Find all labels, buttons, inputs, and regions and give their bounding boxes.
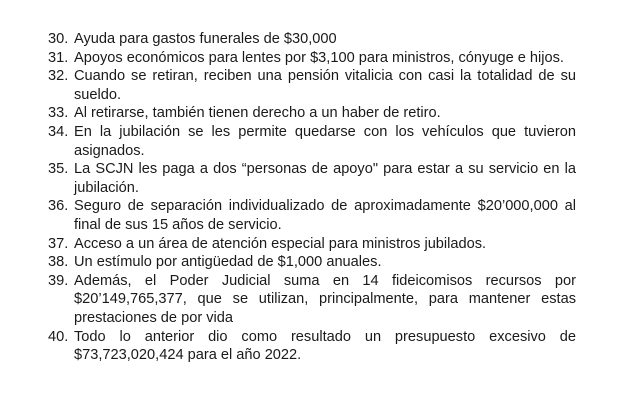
list-item — [48, 30, 576, 49]
numbered-list — [48, 30, 576, 365]
item-number: 34. — [48, 123, 69, 140]
list-item — [48, 123, 576, 160]
list-item — [48, 67, 576, 104]
item-text: Un estímulo por antigüedad de $1,000 anuales. — [74, 254, 382, 271]
item-text: Seguro de separación individualizado de aproximadamente $20’000,000 al final de sus 15 años de servicio. — [74, 198, 576, 233]
item-text: Acceso a un área de atención especial para ministros jubilados. — [74, 235, 487, 252]
list-item — [48, 104, 576, 123]
list-item — [48, 235, 576, 254]
item-number: 37. — [48, 235, 69, 252]
list-item — [48, 272, 576, 328]
item-text: Apoyos económicos para lentes por $3,100 para ministros, cónyuge e hijos. — [74, 49, 564, 66]
item-number: 35. — [48, 161, 69, 178]
item-text: Cuando se retiran, reciben una pensión vitalicia con casi la totalidad de su sueldo. — [74, 68, 576, 103]
list-item — [48, 49, 576, 68]
list-item — [48, 253, 576, 272]
item-number: 36. — [48, 198, 69, 215]
item-number: 31. — [48, 49, 69, 66]
item-text: Además, el Poder Judicial suma en 14 fideicomisos recursos por $20’149,765,377, que se utilizan, principalmente, para mantener estas prestaciones de por vida — [74, 272, 576, 326]
list-item — [48, 160, 576, 197]
item-number: 33. — [48, 105, 69, 122]
item-number: 40. — [48, 328, 69, 345]
item-number: 39. — [48, 272, 69, 289]
item-text: Al retirarse, también tienen derecho a un haber de retiro. — [74, 105, 441, 122]
item-number: 32. — [48, 68, 69, 85]
item-number: 38. — [48, 254, 69, 271]
item-text: Todo lo anterior dio como resultado un presupuesto excesivo de $73,723,020,424 para el año 2022. — [74, 328, 576, 364]
list-item — [48, 328, 576, 365]
item-number: 30. — [48, 31, 69, 47]
item-text: Ayuda para gastos funerales de $30,000 — [74, 31, 337, 47]
item-text: La SCJN les paga a dos “personas de apoyo" para estar a su servicio en la jubilación. — [74, 161, 576, 196]
item-text: En la jubilación se les permite quedarse con los vehículos que tuvieron asignados. — [74, 123, 576, 159]
list-item — [48, 197, 576, 234]
